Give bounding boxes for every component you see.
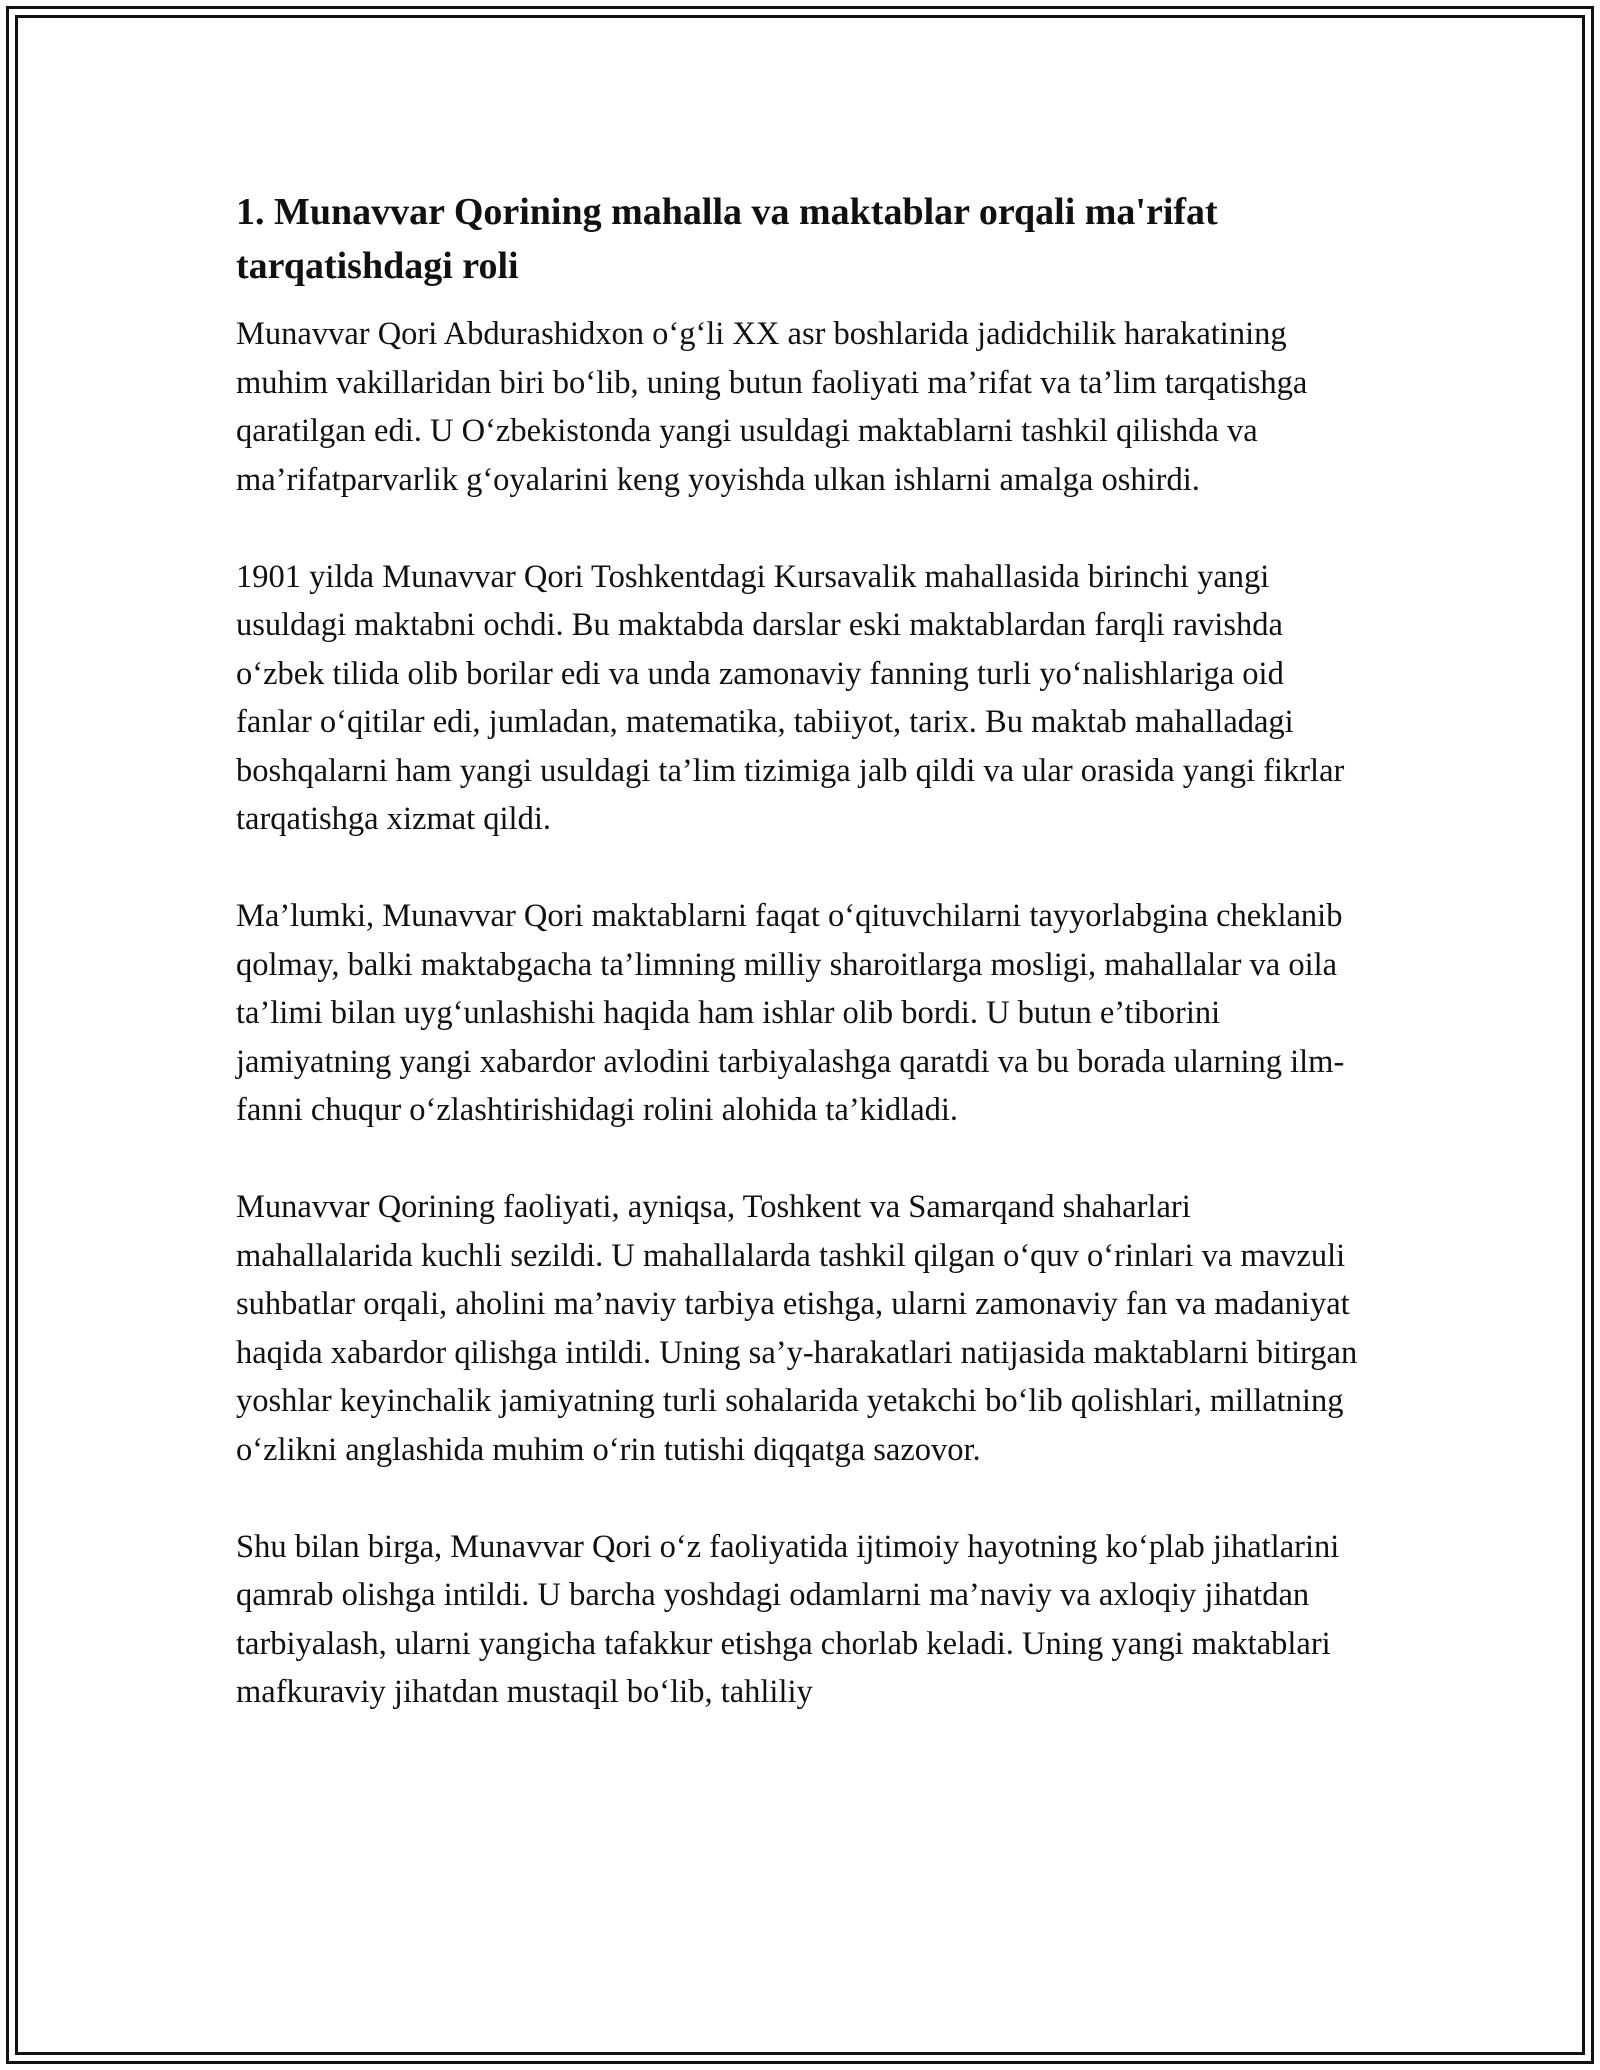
paragraph-5: Shu bilan birga, Munavvar Qori o‘z faoliyatida ijtimoiy hayotning ko‘plab jihatlarini qamrab olishga intildi. U barcha yoshdagi odamlarni ma’naviy va axloqiy jihatdan tarbiyalash, ularni yangicha tafakkur etishga chorlab keladi. Uning yangi maktablari mafkuraviy jihatdan mustaqil bo‘lib, tahliliy [236,1528,1340,1710]
paragraph-2: 1901 yilda Munavvar Qori Toshkentdagi Kursavalik mahallasida birinchi yangi usuldagi maktabni ochdi. Bu maktabda darslar eski maktablardan farqli ravishda o‘zbek tilida olib borilar edi va unda zamonaviy fanning turli yo‘nalishlariga oid fanlar o‘qitilar edi, jumladan, matematika, tabiiyot, tarix. Bu maktab mahalladagi boshqalarni ham yangi usuldagi ta’lim tizimiga jalb qildi va ular orasida yangi fikrlar tarqatishga xizmat qildi. [236,558,1345,837]
document-body [236,185,1366,1765]
section-heading: 1. Munavvar Qorining mahalla va maktablar orqali ma'rifat tarqatishdagi roli [236,191,1218,287]
paragraph-1: Munavvar Qori Abdurashidxon o‘g‘li XX asr boshlarida jadidchilik harakatining muhim vakillaridan biri bo‘lib, uning butun faoliyati ma’rifat va ta’lim tarqatishga qaratilgan edi. U O‘zbekistonda yangi usuldagi maktablarni tashkil qilishda va ma’rifatparvarlik g‘oyalarini keng yoyishda ulkan ishlarni amalga oshirdi. [236,316,1308,498]
paragraph-3: Ma’lumki, Munavvar Qori maktablarni faqat o‘qituvchilarni tayyorlabgina cheklanib qolmay, balki maktabgacha ta’limning milliy sharoitlarga mosligi, mahallalar va oila ta’limi bilan uyg‘unlashishi haqida ham ishlar olib bordi. U butun e’tiborini jamiyatning yangi xabardor avlodini tarbiyalashga qaratdi va bu borada ularning ilm-fanni chuqur o‘zlashtirishidagi rolini alohida ta’kidladi. [236,898,1345,1128]
paragraph-4: Munavvar Qorining faoliyati, ayniqsa, Toshkent va Samarqand shaharlari mahallalarida kuchli sezildi. U mahallalarda tashkil qilgan o‘quv o‘rinlari va mavzuli suhbatlar orqali, aholini ma’naviy tarbiya etishga, ularni zamonaviy fan va madaniyat haqida xabardor qilishga intildi. Uning sa’y-harakatlari natijasida maktablarni bitirgan yoshlar keyinchalik jamiyatning turli sohalarida yetakchi bo‘lib qolishlari, millatning o‘zlikni anglashida muhim o‘rin tutishi diqqatga sazovor. [236,1189,1358,1468]
